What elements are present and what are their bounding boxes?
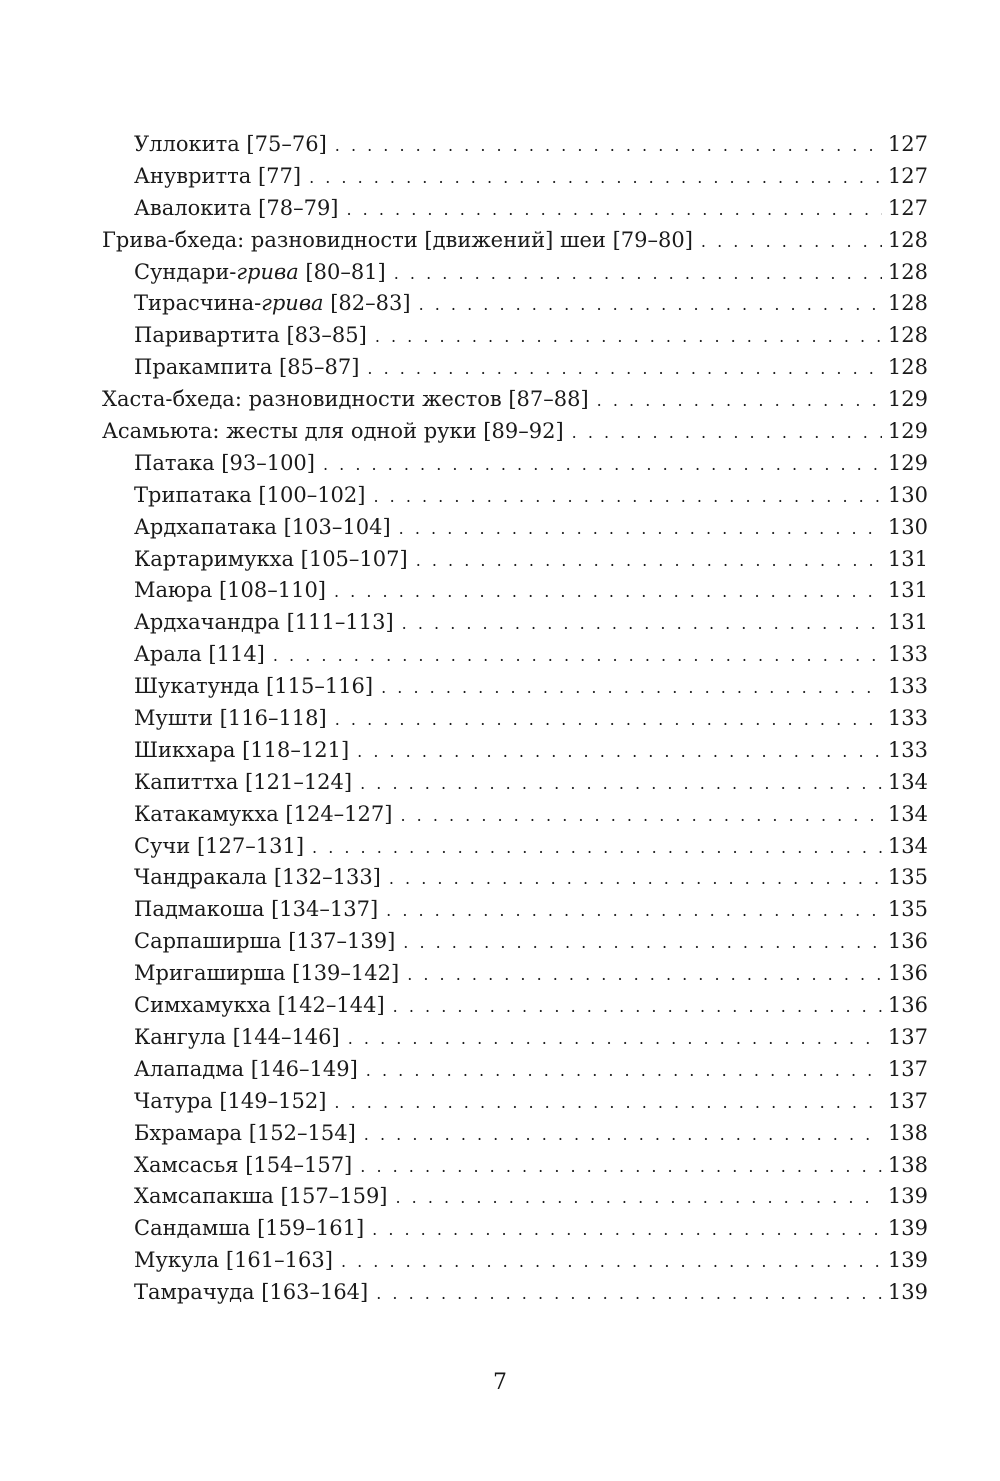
toc-entry-page: 131 [887, 610, 928, 635]
toc-entry-page: 138 [887, 1120, 928, 1145]
toc-entry-label: Пракампита [85–87] [134, 355, 360, 380]
toc-entry-page: 139 [887, 1184, 928, 1209]
toc-entry[interactable] [102, 926, 928, 958]
toc-entry-page: 139 [887, 1216, 928, 1241]
toc-entry-label: Сучи [127–131] [134, 833, 305, 858]
toc-entry-label: Алападма [146–149] [134, 1056, 358, 1081]
dot-leader [572, 417, 882, 449]
toc-entry-label: Патака [93–100] [134, 450, 315, 475]
toc-entry-label: Анувритта [77] [134, 163, 302, 188]
toc-entry-label: Паривартита [83–85] [134, 323, 367, 348]
toc-entry-page: 135 [887, 865, 928, 890]
toc-entry-label [134, 288, 411, 320]
toc-entry-label: Сарпаширша [137–139] [134, 929, 396, 954]
dot-leader [360, 1151, 882, 1183]
dot-leader [341, 1246, 882, 1278]
dot-leader [367, 353, 882, 385]
toc-entry[interactable] [102, 575, 928, 607]
toc-entry-page: 128 [887, 259, 928, 284]
toc-entry-label: Хаста-бхеда: разновидности жестов [87–88] [102, 387, 589, 412]
toc-entry[interactable] [102, 1118, 928, 1150]
toc-entry[interactable] [102, 607, 928, 639]
toc-entry-label: Шикхара [118–121] [134, 737, 350, 762]
dot-leader [407, 959, 882, 991]
toc-entry[interactable] [102, 1213, 928, 1245]
dot-leader [312, 832, 882, 864]
toc-entry-page: 139 [887, 1248, 928, 1273]
toc-entry-page: 134 [887, 833, 928, 858]
toc-entry-label: Грива-бхеда: разновидности [движений] шеи [79–80] [102, 227, 693, 252]
toc-entry-label: Мукула [161–163] [134, 1248, 333, 1273]
toc-entry-page: 130 [887, 514, 928, 539]
dot-leader [376, 1278, 882, 1310]
toc-entry-label: Картаримукха [105–107] [134, 546, 408, 571]
dot-leader [402, 608, 882, 640]
toc-entry-page: 131 [887, 546, 928, 571]
toc-entry-label-rest: [82–83] [323, 291, 411, 316]
toc-entry-label: Падмакоша [134–137] [134, 897, 379, 922]
dot-leader [309, 162, 882, 194]
toc-entry-label-main: Сундари- [134, 259, 237, 284]
toc-entry-label: Чандракала [132–133] [134, 865, 381, 890]
toc-entry-page: 127 [887, 163, 928, 188]
toc-entry-page: 127 [887, 132, 928, 156]
toc-entry-page: 137 [887, 1088, 928, 1113]
toc-entry[interactable] [102, 288, 928, 320]
toc-entry[interactable] [102, 862, 928, 894]
toc-entry-label: Маюра [108–110] [134, 578, 326, 603]
dot-leader [597, 385, 882, 417]
dot-leader [393, 991, 882, 1023]
toc-entry-page: 128 [887, 227, 928, 252]
toc-entry-label: Ардхапатака [103–104] [134, 514, 391, 539]
toc-entry-page: 131 [887, 578, 928, 603]
toc-entry[interactable] [102, 1150, 928, 1182]
toc-entry-page: 128 [887, 355, 928, 380]
toc-entry[interactable] [102, 257, 928, 289]
dot-leader [366, 1055, 882, 1087]
toc-entry-page: 133 [887, 737, 928, 762]
toc-entry-label: Уллокита [75–76] [134, 132, 327, 156]
dot-leader [400, 800, 881, 832]
dot-leader [360, 768, 882, 800]
toc-entry-label: Асамьюта: жесты для одной руки [89–92] [102, 419, 564, 444]
toc-entry-label: Трипатака [100–102] [134, 482, 366, 507]
toc-entry[interactable] [102, 225, 928, 257]
toc-entry[interactable] [102, 831, 928, 863]
toc-entry-page: 138 [887, 1152, 928, 1177]
toc-entry-label-main: Тирасчина- [134, 291, 262, 316]
toc-entry-label: Авалокита [78–79] [134, 195, 339, 220]
toc-entry[interactable] [102, 1245, 928, 1277]
toc-entry[interactable] [102, 129, 928, 161]
dot-leader [701, 226, 882, 258]
toc-entry[interactable] [102, 480, 928, 512]
dot-leader [381, 672, 882, 704]
toc-entry[interactable] [102, 735, 928, 767]
toc-entry[interactable] [102, 448, 928, 480]
toc-entry-page: 139 [887, 1280, 928, 1305]
dot-leader [335, 130, 882, 162]
toc-entry[interactable] [102, 512, 928, 544]
toc-entry-page: 129 [887, 387, 928, 412]
toc-entry-page: 133 [887, 642, 928, 667]
toc-entry[interactable] [102, 990, 928, 1022]
dot-leader [273, 640, 882, 672]
toc-entry[interactable] [102, 1277, 928, 1309]
dot-leader [372, 1214, 882, 1246]
toc-entry-page: 129 [887, 419, 928, 444]
toc-entry-label [134, 257, 386, 289]
toc-entry-label: Арала [114] [134, 642, 265, 667]
dot-leader [334, 1087, 881, 1119]
toc-entry[interactable] [102, 1054, 928, 1086]
dot-leader [399, 513, 882, 545]
toc-entry[interactable] [102, 161, 928, 193]
dot-leader [357, 736, 882, 768]
toc-entry-label: Симхамукха [142–144] [134, 993, 385, 1018]
toc-entry-label: Шукатунда [115–116] [134, 674, 374, 699]
toc-entry[interactable] [102, 384, 928, 416]
toc-entry[interactable] [102, 703, 928, 735]
toc-entry-label-italic: грива [261, 291, 324, 316]
dot-leader [347, 194, 882, 226]
page-number: 7 [493, 1370, 507, 1395]
toc-entry-label: Капиттха [121–124] [134, 769, 353, 794]
toc-entry-label: Хамсасья [154–157] [134, 1152, 353, 1177]
toc-entry-label: Хамсапакша [157–159] [134, 1184, 388, 1209]
toc-entry[interactable] [102, 193, 928, 225]
dot-leader [335, 704, 882, 736]
dot-leader [389, 863, 882, 895]
dot-leader [348, 1023, 882, 1055]
toc-entry[interactable] [102, 1086, 928, 1118]
toc-entry-label: Кангула [144–146] [134, 1024, 340, 1049]
toc-entry[interactable] [102, 958, 928, 990]
toc-entry[interactable] [102, 639, 928, 671]
dot-leader [419, 289, 882, 321]
toc-entry-page: 128 [887, 323, 928, 348]
dot-leader [394, 258, 882, 290]
toc-entry[interactable] [102, 894, 928, 926]
toc-entry[interactable] [102, 671, 928, 703]
toc-entry[interactable] [102, 1022, 928, 1054]
table-of-contents [102, 129, 928, 1309]
toc-entry-label: Бхрамара [152–154] [134, 1120, 356, 1145]
toc-entry-page: 127 [887, 195, 928, 220]
dot-leader [416, 545, 882, 577]
dot-leader [403, 927, 882, 959]
toc-entry-page: 134 [887, 801, 928, 826]
dot-leader [334, 576, 882, 608]
toc-entry[interactable] [102, 544, 928, 576]
toc-entry-label: Мригаширша [139–142] [134, 961, 400, 986]
toc-entry[interactable] [102, 320, 928, 352]
toc-entry-page: 133 [887, 706, 928, 731]
dot-leader [375, 321, 882, 353]
toc-entry-page: 128 [887, 291, 928, 316]
toc-entry-label-rest: [80–81] [298, 259, 386, 284]
toc-entry-page: 133 [887, 674, 928, 699]
dot-leader [396, 1182, 882, 1214]
toc-entry-label: Катакамукха [124–127] [134, 801, 393, 826]
toc-entry-label-italic: грива [236, 259, 299, 284]
toc-entry-page: 129 [887, 450, 928, 475]
toc-entry[interactable] [102, 1181, 928, 1213]
dot-leader [373, 481, 881, 513]
toc-entry-page: 137 [887, 1056, 928, 1081]
toc-entry[interactable] [102, 416, 928, 448]
toc-entry-page: 130 [887, 482, 928, 507]
toc-entry-page: 136 [887, 993, 928, 1018]
toc-entry[interactable] [102, 767, 928, 799]
toc-entry-page: 134 [887, 769, 928, 794]
toc-entry-page: 137 [887, 1024, 928, 1049]
toc-entry-page: 136 [887, 929, 928, 954]
dot-leader [386, 895, 882, 927]
toc-entry-label: Ардхачандра [111–113] [134, 610, 394, 635]
toc-entry-label: Мушти [116–118] [134, 706, 327, 731]
toc-entry[interactable] [102, 352, 928, 384]
toc-entry-page: 136 [887, 961, 928, 986]
toc-entry-label: Тамрачуда [163–164] [134, 1280, 369, 1305]
toc-entry[interactable] [102, 799, 928, 831]
dot-leader [323, 449, 882, 481]
dot-leader [364, 1119, 882, 1151]
toc-entry-label: Чатура [149–152] [134, 1088, 327, 1113]
toc-entry-label: Сандамша [159–161] [134, 1216, 365, 1241]
toc-entry-page: 135 [887, 897, 928, 922]
